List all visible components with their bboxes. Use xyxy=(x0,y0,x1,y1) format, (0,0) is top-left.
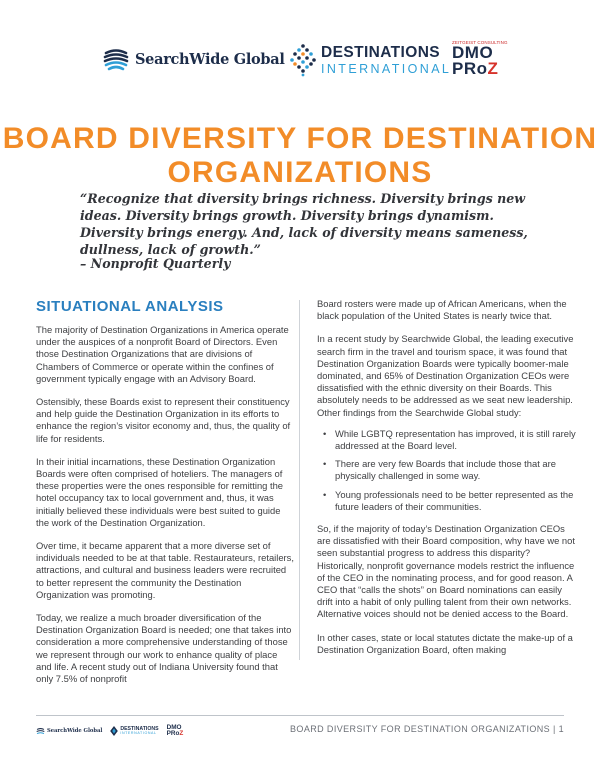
searchwide-global-logo xyxy=(103,46,285,72)
left-column xyxy=(36,298,294,696)
footer-destinations-line2: INTERNATIONAL xyxy=(120,730,157,735)
list-item: • There are very few Boards that include those that are physically challenged in some way. xyxy=(317,458,579,482)
dmo-proz-tagline: ZEITGEIST CONSULTING xyxy=(452,40,508,45)
pull-quote: “Recognize that diversity brings richness. Diversity brings new ideas. Diversity brings growth. Diversity brings dynamism. Diversity brings energy. And, lack of diversity means sameness, dullness, lack of growth.” xyxy=(80,191,528,257)
body-paragraph: In other cases, state or local statutes dictate the make-up of a Destination Organization Board, often making xyxy=(317,631,573,655)
list-item: • While LGBTQ representation has improved, it is still rarely addressed at the Board level. xyxy=(317,428,579,452)
quote-attribution: – Nonprofit Quarterly xyxy=(80,256,231,271)
footer-dmo-line1: DMO xyxy=(166,724,182,731)
findings-list xyxy=(317,428,579,513)
footer-dmo-line2 xyxy=(167,731,184,737)
body-paragraph: Board rosters were made up of African Americans, when the black population of the United States is nearly twice that. xyxy=(317,298,567,322)
right-column xyxy=(317,298,579,667)
destinations-international-logo xyxy=(290,43,451,77)
body-paragraph: Ostensibly, these Boards exist to represent their constituency and help guide the Destination Organization in its efforts to enhance the region’s visitor economy and, thus, the quality of life for residents. xyxy=(36,396,291,444)
footer-destinations-line1: DESTINATIONS xyxy=(120,725,159,732)
page-title: BOARD DIVERSITY FOR DESTINATION ORGANIZATIONS xyxy=(2,122,598,189)
destinations-wordmark xyxy=(321,45,451,75)
destinations-diamond-icon xyxy=(110,726,118,736)
searchwide-globe-icon xyxy=(36,727,45,736)
destinations-wordmark-line1: DESTINATIONS xyxy=(321,44,441,61)
dmo-proz-logo xyxy=(452,40,508,80)
destinations-wordmark-line2: INTERNATIONAL xyxy=(321,61,452,76)
body-paragraph: So, if the majority of today’s Destination Organization CEOs are dissatisfied with their Board composition, why have we not seen substantial progress to address this disparity? Historically, nonprofit governance models restrict the influence of the CEO in the nominating process, and for good reason. A CEO that “calls the shots” on Board nominations can easily drift into a habit of only pulling talent from their own networks. Alternative voices should not be denied access to the Board. xyxy=(317,523,575,620)
dmo-proz-line2-a: PRo xyxy=(452,59,488,78)
dmo-proz-line1: DMO xyxy=(452,43,494,62)
footer-logos xyxy=(36,724,183,738)
body-paragraph: Over time, it became apparent that a more diverse set of individuals needed to be at that table. Restaurateurs, retailers, attractions, and cultural and business leaders were recruited to better represent the community the Destination Organization was promoting. xyxy=(36,540,294,600)
dmo-proz-line2 xyxy=(452,59,499,78)
destinations-diamond-icon xyxy=(290,43,316,77)
dmo-proz-line2-z: Z xyxy=(487,59,499,78)
footer-page-label: BOARD DIVERSITY FOR DESTINATION ORGANIZATIONS | 1 xyxy=(290,724,564,734)
column-divider xyxy=(299,300,300,660)
footer-destinations-logo xyxy=(110,726,158,736)
footer-dmo-line2-z: Z xyxy=(179,730,184,737)
footer-divider xyxy=(36,715,564,716)
body-paragraph: The majority of Destination Organizations in America operate under the auspices of a nonprofit Board of Directors. Even those Destination Organizations that are divisions of Chambers of Commerce or operate within the confines of government typically engage with an Advisory Board. xyxy=(36,324,289,384)
body-paragraph: In their initial incarnations, these Destination Organization Boards were often comprised of hoteliers. The managers of these properties were the ones responsible for remitting the hotel occupancy tax to local government and, thus, it was initially believed these individuals were best suited to guide the work of the Destination Organization. xyxy=(36,455,284,528)
section-heading-situational-analysis: SITUATIONAL ANALYSIS xyxy=(36,298,224,315)
footer-destinations-wordmark xyxy=(120,727,158,736)
searchwide-global-wordmark: SearchWide Global xyxy=(135,50,285,68)
searchwide-globe-icon xyxy=(103,46,129,72)
list-item: • Young professionals need to be better represented as the future leaders of their communities. xyxy=(317,489,579,513)
header-logos xyxy=(0,40,600,80)
footer-searchwide-wordmark: SearchWide Global xyxy=(47,728,103,734)
footer-dmo-proz-logo xyxy=(167,725,184,737)
footer-dmo-line2-a: PRo xyxy=(166,730,180,737)
footer-searchwide-logo xyxy=(36,727,102,736)
body-paragraph: In a recent study by Searchwide Global, the leading executive search firm in the travel and tourism space, it was found that Destination Organization Boards were typically boomer-male dominated, and 65% of Destination Organization CEOs were dissatisfied with the ethnic diversity on their Boards. This absolutely needs to be addressed as we seat new leadership. Other findings from the Searchwide Global study: xyxy=(317,333,574,418)
body-paragraph: Today, we realize a much broader diversification of the Destination Organization Board is needed; one that takes into consideration a more comprehensive understanding of those we represent through our work to enhance quality of place and life. A recent study out of Indiana University found that only 7.5% of nonprofit xyxy=(36,612,292,685)
